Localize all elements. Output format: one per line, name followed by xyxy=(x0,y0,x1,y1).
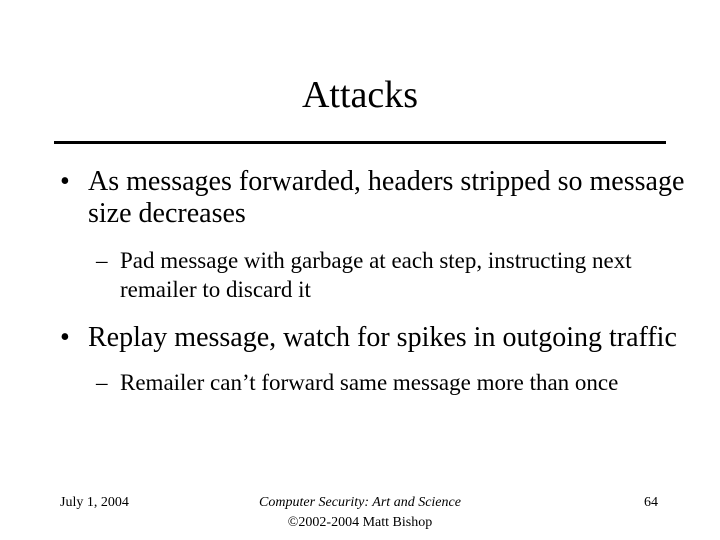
bullet-marker: • xyxy=(60,322,70,353)
footer-page-number: 64 xyxy=(644,495,658,510)
bullet-marker: • xyxy=(60,166,70,197)
bullet-list xyxy=(60,166,700,397)
slide-title: Attacks xyxy=(301,74,419,116)
bullet-item xyxy=(60,166,700,230)
sub-bullet-marker: – xyxy=(96,370,108,395)
footer-course-title: Computer Security: Art and Science xyxy=(259,495,461,510)
footer-date: July 1, 2004 xyxy=(60,495,129,510)
title-underline xyxy=(54,141,666,144)
bullet-text: Replay message, watch for spikes in outgoing traffic xyxy=(88,322,677,353)
bullet-text: As messages forwarded, headers stripped so message size decreases xyxy=(88,166,685,229)
footer-copyright: ©2002-2004 Matt Bishop xyxy=(287,515,433,530)
sub-bullet-item xyxy=(96,246,700,304)
sub-bullet-marker: – xyxy=(96,248,108,273)
bullet-item xyxy=(60,322,700,354)
sub-bullet-text: Pad message with garbage at each step, instructing next remailer to discard it xyxy=(120,248,632,302)
footer-course xyxy=(200,493,520,533)
sub-bullet-text: Remailer can’t forward same message more than once xyxy=(120,370,619,395)
sub-bullet-item xyxy=(96,368,700,397)
